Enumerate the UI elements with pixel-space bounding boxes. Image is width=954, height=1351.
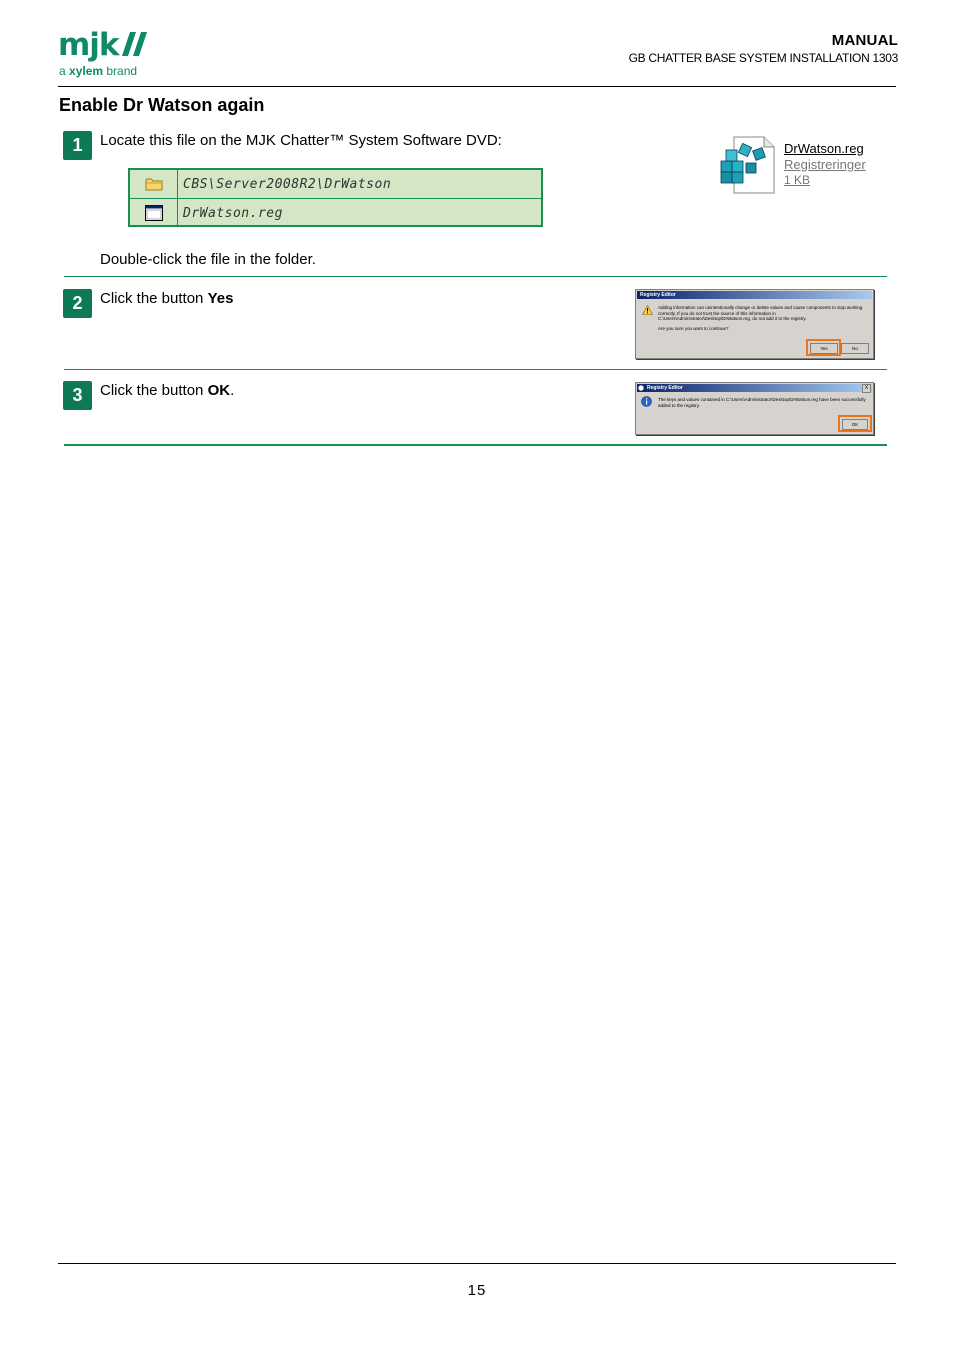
footer-divider [58,1263,896,1264]
step-1-badge: 1 [63,131,92,160]
registry-file-icon [718,135,780,195]
header-divider [58,86,896,87]
section-title: Enable Dr Watson again [59,95,265,115]
step-3-button-name: OK [207,382,231,399]
reg-file-shortcut[interactable] [716,133,876,197]
dialog-title: Registry Editor [637,384,872,392]
dialog-question: Are you sure you want to continue? [658,326,729,331]
reg-file-path: DrWatson.reg [183,205,283,221]
file-location-table [128,168,543,227]
page-number: 15 [467,1282,487,1299]
mjk-logo [58,28,158,82]
dialog-message: The keys and values contained in C:\Users\Administrator\Desktop\DrWatson.reg have been successfully added to the registry. [658,397,866,408]
yes-highlight [806,339,841,356]
document-subtitle: GB CHATTER BASE SYSTEM INSTALLATION 1303 [628,51,898,65]
no-button[interactable]: No [841,343,869,354]
folder-path: CBS\Server2008R2\DrWatson [183,176,392,192]
section-end-divider [64,444,887,446]
reg-file-size: 1 KB [784,173,811,187]
document-title: MANUAL [831,32,898,49]
reg-file-type: Registreringer [784,157,866,172]
info-icon [641,396,652,407]
close-button[interactable]: X [862,384,871,393]
step-3-badge: 3 [63,381,92,410]
step-1-text: Locate this file on the MJK Chatter™ System Software DVD: [100,132,502,149]
logo-wordmark: mjk [58,27,119,63]
logo-slashes-icon [122,30,150,58]
step-2-text: Click the button Yes [100,290,234,307]
yes-button[interactable]: Yes [810,343,838,354]
dialog-title: Registry Editor [637,291,872,299]
window-file-icon [130,199,178,227]
dialog-message: Adding information can unintentionally change or delete values and cause components to stop working correctly. If you do not trust the source of this information in C:\Users\Administrator\Desktop\DrWatson.reg, do not add it to the registry. [658,305,863,321]
file-row-folder [130,170,541,199]
registry-title-icon [638,385,644,391]
warning-icon [642,305,653,315]
registry-warning-dialog [635,289,874,359]
step-2-button-name: Yes [207,290,234,307]
step-divider [64,276,887,277]
logo-tagline: a xylem brand [59,64,138,78]
folder-icon [130,170,178,198]
ok-button[interactable]: OK [842,419,868,430]
step-1-note: Double-click the file in the folder. [100,251,316,268]
ok-highlight [838,415,872,432]
file-row-reg [130,199,541,227]
step-divider [64,369,887,370]
step-2-badge: 2 [63,289,92,318]
step-3-text: Click the button OK. [100,382,235,399]
registry-success-dialog [635,382,874,435]
reg-file-name: DrWatson.reg [784,141,864,156]
